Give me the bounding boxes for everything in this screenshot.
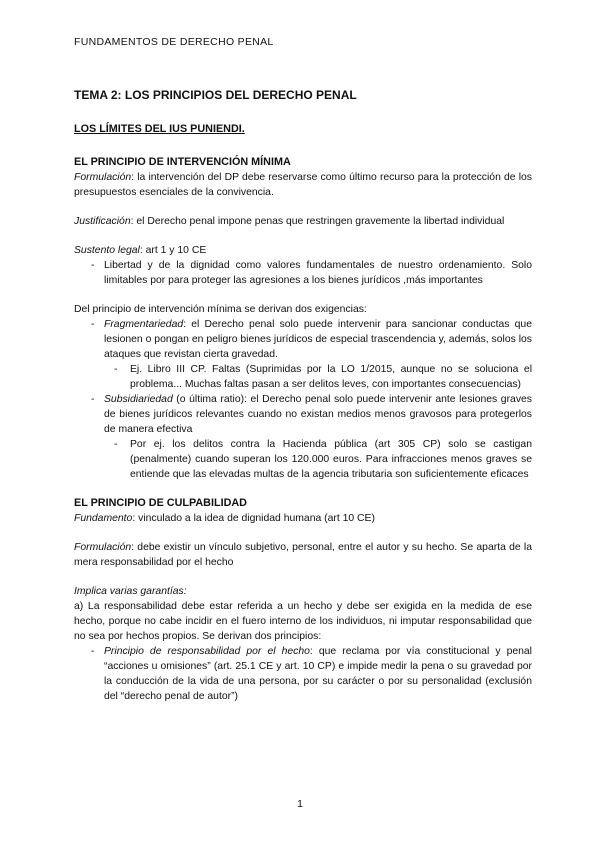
- label-fragmentariedad: Fragmentariedad: [104, 319, 184, 330]
- bullet-dash: -: [91, 646, 95, 657]
- bullet-dash: -: [91, 394, 95, 405]
- paragraph-garantia-a: a) La responsabilidad debe estar referida a un hecho y debe ser exigida en la medida de ese hecho, porque no cabe incidir en el fuero interno de los individuos, ni imputar responsabilidad que no sea por hechos propios. Se derivan dos principios:: [74, 601, 532, 642]
- text-justificacion: : el Derecho penal impone penas que restringen gravemente la libertad individual: [130, 216, 505, 227]
- heading-culpabilidad: EL PRINCIPIO DE CULPABILIDAD: [74, 497, 247, 509]
- label-formulacion: Formulación: [74, 542, 132, 553]
- chapter-title: TEMA 2: LOS PRINCIPIOS DEL DERECHO PENAL: [74, 88, 357, 102]
- label-responsabilidad: Principio de responsabilidad por el hecho: [104, 646, 310, 657]
- paragraph-fundamento: Fundamento: vinculado a la idea de dignidad humana (art 10 CE): [74, 513, 375, 524]
- bullet-dash: -: [114, 364, 118, 375]
- label-justificacion: Justificación: [74, 216, 131, 227]
- page-number: 1: [297, 798, 303, 810]
- list-item-subsidiariedad: - Subsidiariedad (o última ratio): el Derecho penal solo puede intervenir ante lesiones graves de bienes jurídicos relevantes cuando no existan medios menos gravosos para protegerlos de manera efectiva: [91, 394, 532, 435]
- section-title: LOS LÍMITES DEL IUS PUNIENDI.: [74, 123, 245, 135]
- heading-intervencion-minima: EL PRINCIPIO DE INTERVENCIÓN MÍNIMA: [74, 156, 291, 168]
- label-fundamento: Fundamento: [74, 513, 133, 524]
- list-item-libertad-dignidad: - Libertad y de la dignidad como valores fundamentales de nuestro ordenamiento. Solo limitables por para proteger las agresiones a los bienes jurídicos ,más importantes: [91, 260, 532, 286]
- paragraph-formulacion: [74, 170, 532, 200]
- running-header: FUNDAMENTOS DE DERECHO PENAL: [74, 36, 274, 48]
- text-sustento: : art 1 y 10 CE: [139, 245, 207, 256]
- label-formulacion: Formulación: [74, 172, 132, 183]
- label-sustento: Sustento legal: [74, 245, 140, 256]
- label-garantias: Implica varias garantías:: [74, 586, 187, 597]
- paragraph-formulacion-culpabilidad: Formulación: debe existir un vínculo subjetivo, personal, entre el autor y su hecho. Se aparta de la mera responsabilidad por el hecho: [74, 542, 532, 568]
- paragraph-justificacion: [74, 214, 532, 229]
- bullet-dash: -: [91, 319, 95, 330]
- paragraph-exigencias: Del principio de intervención mínima se derivan dos exigencias:: [74, 304, 367, 315]
- list-item-fragmentariedad: - Fragmentariedad: el Derecho penal solo puede intervenir para sancionar conductas que lesionen o pongan en peligro bienes jurídicos de especial trascendencia y, además, solos los ataques que revistan cierta gravedad.: [91, 319, 532, 360]
- text-formulacion: : la intervención del DP debe reservarse como último recurso para la protección de los presupuestos esenciales de la convivencia.: [74, 172, 532, 198]
- bullet-dash: -: [114, 439, 118, 450]
- list-item-ejemplo-faltas: - Ej. Libro III CP. Faltas (Suprimidas por la LO 1/2015, aunque no se soluciona el problema... Muchas faltas pasan a ser delitos leves, con importantes consecuencias): [114, 364, 532, 390]
- label-subsidiariedad: Subsidiariedad: [104, 394, 173, 405]
- document-body: [74, 88, 532, 704]
- paragraph-sustento-legal: [74, 243, 532, 258]
- list-item-responsabilidad-hecho: - Principio de responsabilidad por el hecho: que reclama por vía constitucional y penal “acciones u omisiones” (art. 25.1 CE y art. 10 CP) e impide medir la pena o su gravedad por la conducción de la vida de una persona, por su carácter o por su personalidad (exclusión del “derecho penal de autor”): [91, 646, 532, 702]
- bullet-dash: -: [91, 260, 95, 271]
- list-item-ejemplo-hacienda: - Por ej. los delitos contra la Hacienda pública (art 305 CP) solo se castigan (penalmente) cuando superan los 120.000 euros. Para infracciones menos graves se entiende que las elevadas multas de la agencia tributaria son suficientemente eficaces: [114, 439, 532, 480]
